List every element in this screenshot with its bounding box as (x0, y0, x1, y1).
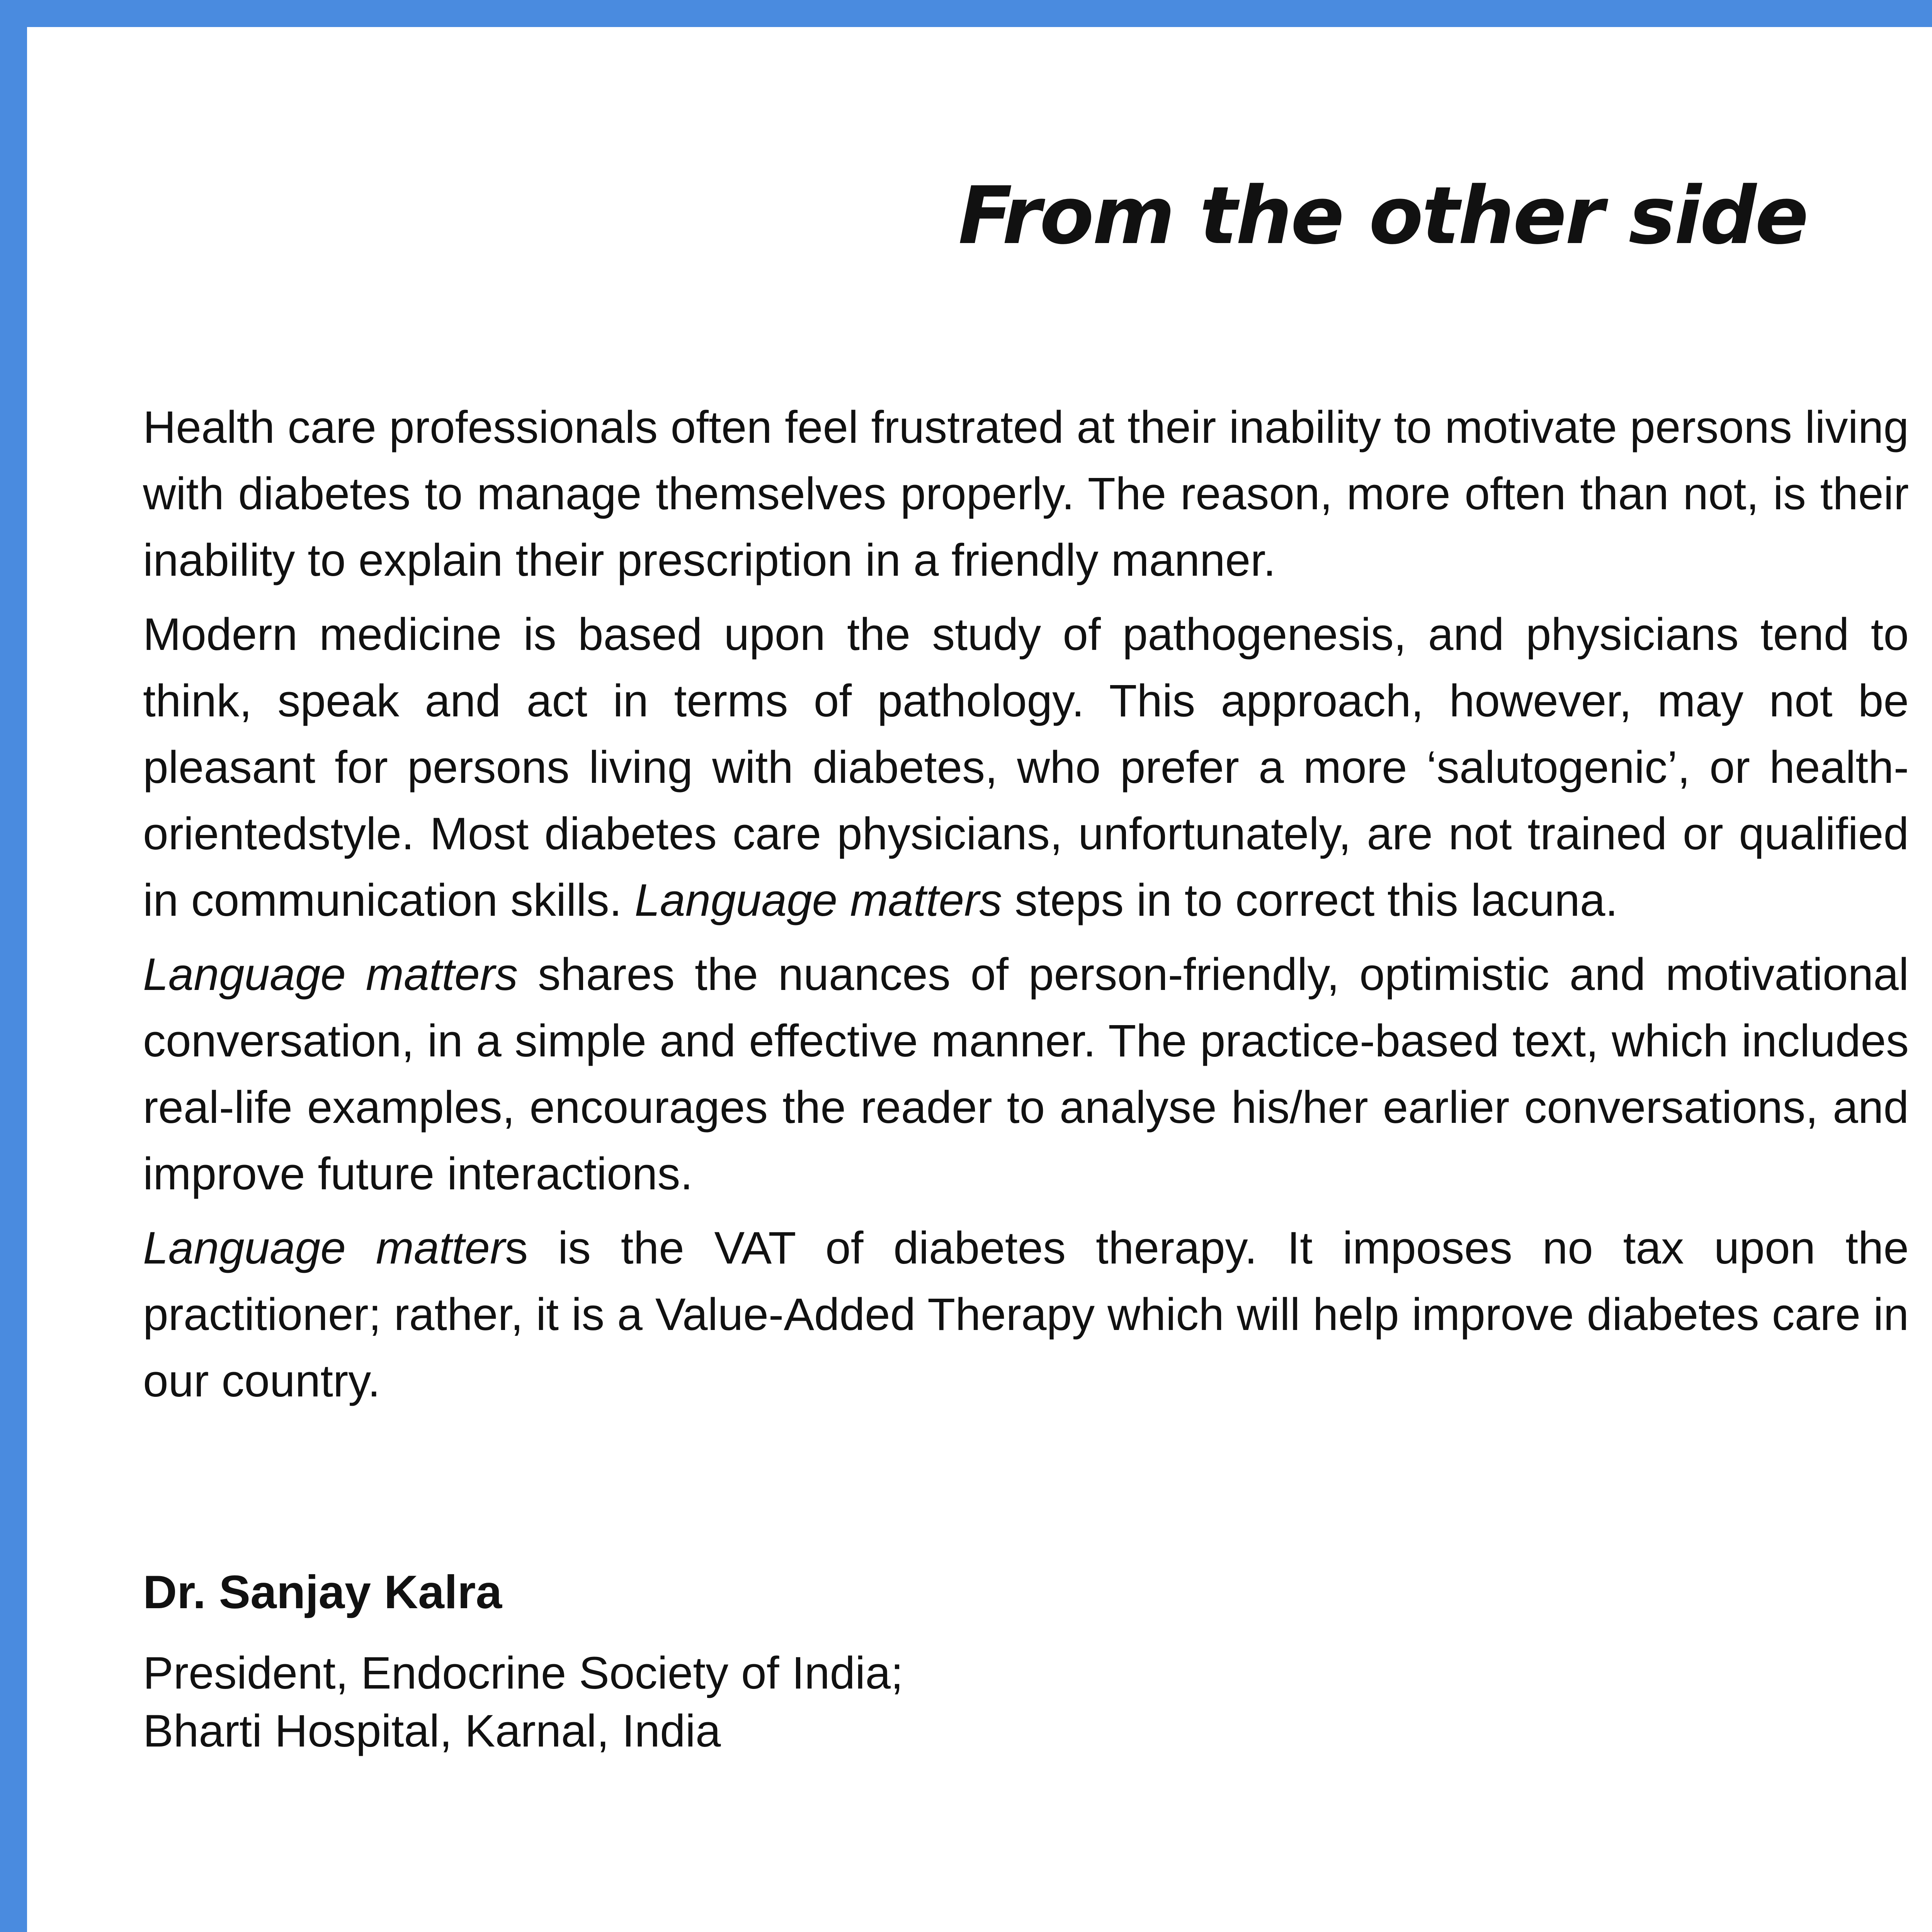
author-name: Dr. Sanjay Kalra (143, 1566, 502, 1618)
paragraph (143, 394, 1909, 594)
book-title-italic: Language matter (143, 1223, 505, 1274)
page-title: From the other side (958, 170, 1807, 262)
paragraph (143, 941, 1909, 1207)
paragraph (143, 1215, 1909, 1414)
paragraph-text: Modern medicine is based upon the study of pathogenesis, and physicians tend to think, speak and act in terms of pathology. This approach, however, may not be pleasant for persons living with diabetes, who prefer a more ‘salutogenic’, or health-orientedstyle. Most diabetes care physicians, unfortunately, are not trained or qualified in communication skills. (143, 609, 1909, 926)
article-body (143, 394, 1909, 1422)
paragraph-text: steps in to correct this lacuna. (1002, 875, 1618, 926)
affiliation-line: President, Endocrine Society of India; (143, 1648, 903, 1699)
paragraph (143, 601, 1909, 934)
paragraph-text: s is the VAT of diabetes therapy. It imposes no tax upon the practitioner; rather, it is a Value-Added Therapy which will help improve diabetes care in our country. (143, 1223, 1909, 1406)
affiliation-line: Bharti Hospital, Karnal, India (143, 1706, 721, 1757)
book-title-italic: Language matters (634, 875, 1002, 926)
paragraph-text: Health care professionals often feel frustrated at their inability to motivate persons living with diabetes to manage themselves properly. The reason, more often than not, is their inability to explain their prescription in a friendly manner. (143, 402, 1909, 586)
book-title-italic: Language matters (143, 949, 518, 1000)
paragraph-text: shares the nuances of person-friendly, optimistic and motivational conversation, in a simple and effective manner. The practice-based text, which includes real-life examples, encourages the reader to analyse his/her earlier conversations, and improve future interactions. (143, 949, 1909, 1199)
author-affiliation (143, 1644, 903, 1760)
